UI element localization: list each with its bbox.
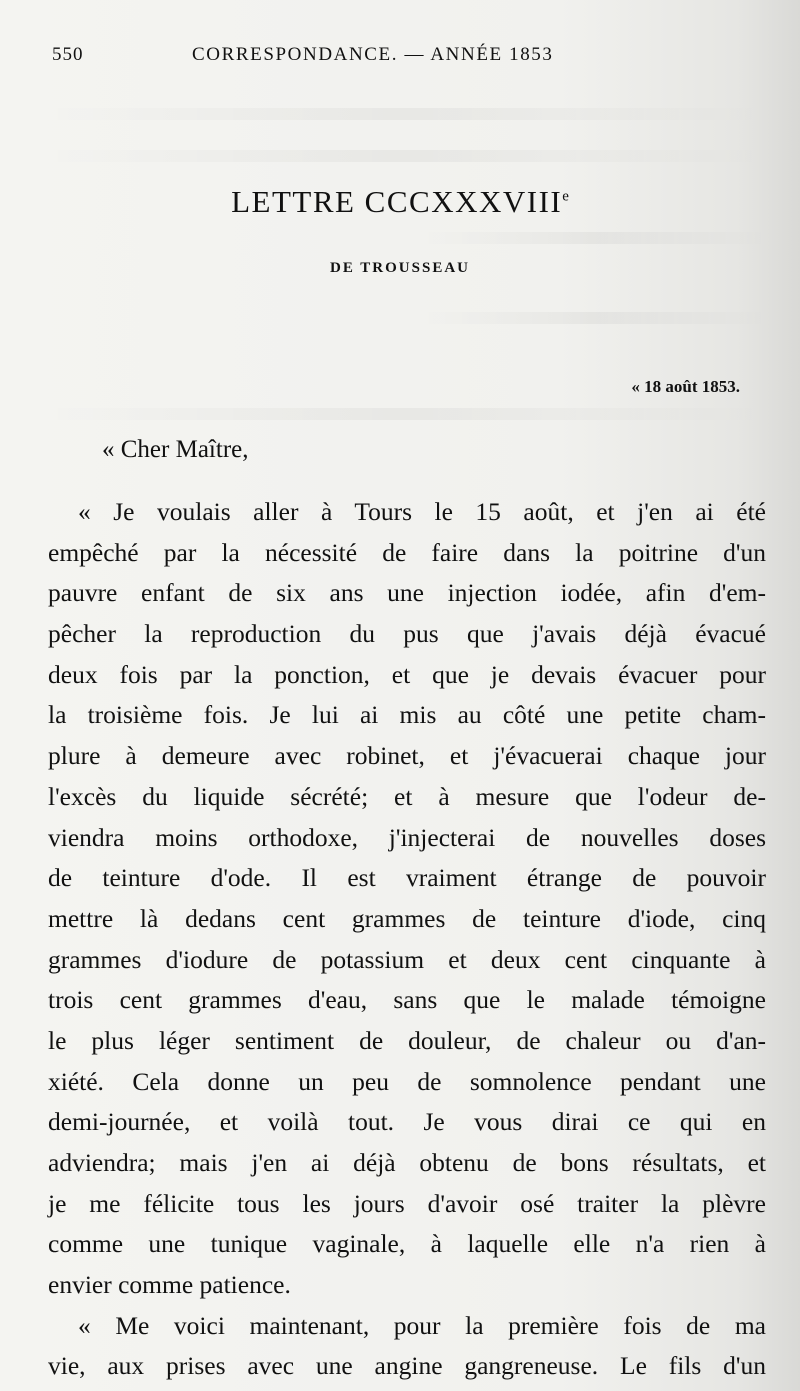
text-line: comme une tunique vaginale, à laquelle elle n'a rien à: [48, 1229, 766, 1259]
text-line: empêché par la nécessité de faire dans la poitrine d'un: [48, 537, 766, 567]
text-line: « Me voici maintenant, pour la première fois de ma: [78, 1310, 766, 1340]
text-line: viendra moins orthodoxe, j'injecterai de nouvelles doses: [48, 822, 766, 852]
text-line: de teinture d'ode. Il est vraiment étrange de pouvoir: [48, 863, 766, 893]
text-line: l'excès du liquide sécrété; et à mesure que l'odeur de-: [48, 781, 766, 811]
text-line: envier comme patience.: [48, 1270, 291, 1300]
text-line: deux fois par la ponction, et que je devais évacuer pour: [48, 659, 766, 689]
bleed-through-2: [40, 150, 770, 162]
letter-date: « 18 août 1853.: [631, 377, 740, 396]
text-line: xiété. Cela donne un peu de somnolence pendant une: [48, 1066, 766, 1096]
text-line: mettre là dedans cent grammes de teinture d'iode, cinq: [48, 903, 766, 933]
text-line: le plus léger sentiment de douleur, de chaleur ou d'an-: [48, 1025, 766, 1055]
salutation: « Cher Maître,: [102, 436, 249, 463]
text-line: plure à demeure avec robinet, et j'évacuerai chaque jour: [48, 741, 766, 771]
running-header: [52, 44, 652, 72]
text-line: vie, aux prises avec une angine gangreneuse. Le fils d'un: [48, 1351, 766, 1381]
text-line: pauvre enfant de six ans une injection iodée, afin d'em-: [48, 578, 766, 608]
text-line: je me félicite tous les jours d'avoir osé traiter la plèvre: [48, 1188, 766, 1218]
bleed-through-1: [40, 108, 770, 120]
text-line: « Je voulais aller à Tours le 15 août, et j'en ai été: [78, 497, 766, 526]
bleed-through-4: [420, 312, 770, 324]
letter-title-suffix: e: [562, 188, 569, 205]
running-title: CORRESPONDANCE. — ANNÉE 1853: [192, 44, 554, 65]
text-line: demi-journée, et voilà tout. Je vous dirai ce qui en: [48, 1107, 766, 1137]
bleed-through-5: [40, 408, 770, 420]
letter-author: DE TROUSSEAU: [329, 260, 470, 276]
text-line: grammes d'iodure de potassium et deux cent cinquante à: [48, 944, 766, 974]
letter-title: [0, 184, 800, 220]
text-line: la troisième fois. Je lui ai mis au côté une petite cham-: [48, 700, 766, 730]
text-line: adviendra; mais j'en ai déjà obtenu de bons résultats, et: [48, 1148, 766, 1177]
letter-title-text: LETTRE CCCXXXVIII: [231, 184, 563, 219]
bleed-through-3: [420, 232, 770, 244]
text-line: trois cent grammes d'eau, sans que le malade témoigne: [48, 985, 766, 1015]
text-line: pêcher la reproduction du pus que j'avais déjà évacué: [48, 619, 766, 649]
letter-body: [48, 492, 766, 1387]
page-number: 550: [52, 44, 84, 65]
